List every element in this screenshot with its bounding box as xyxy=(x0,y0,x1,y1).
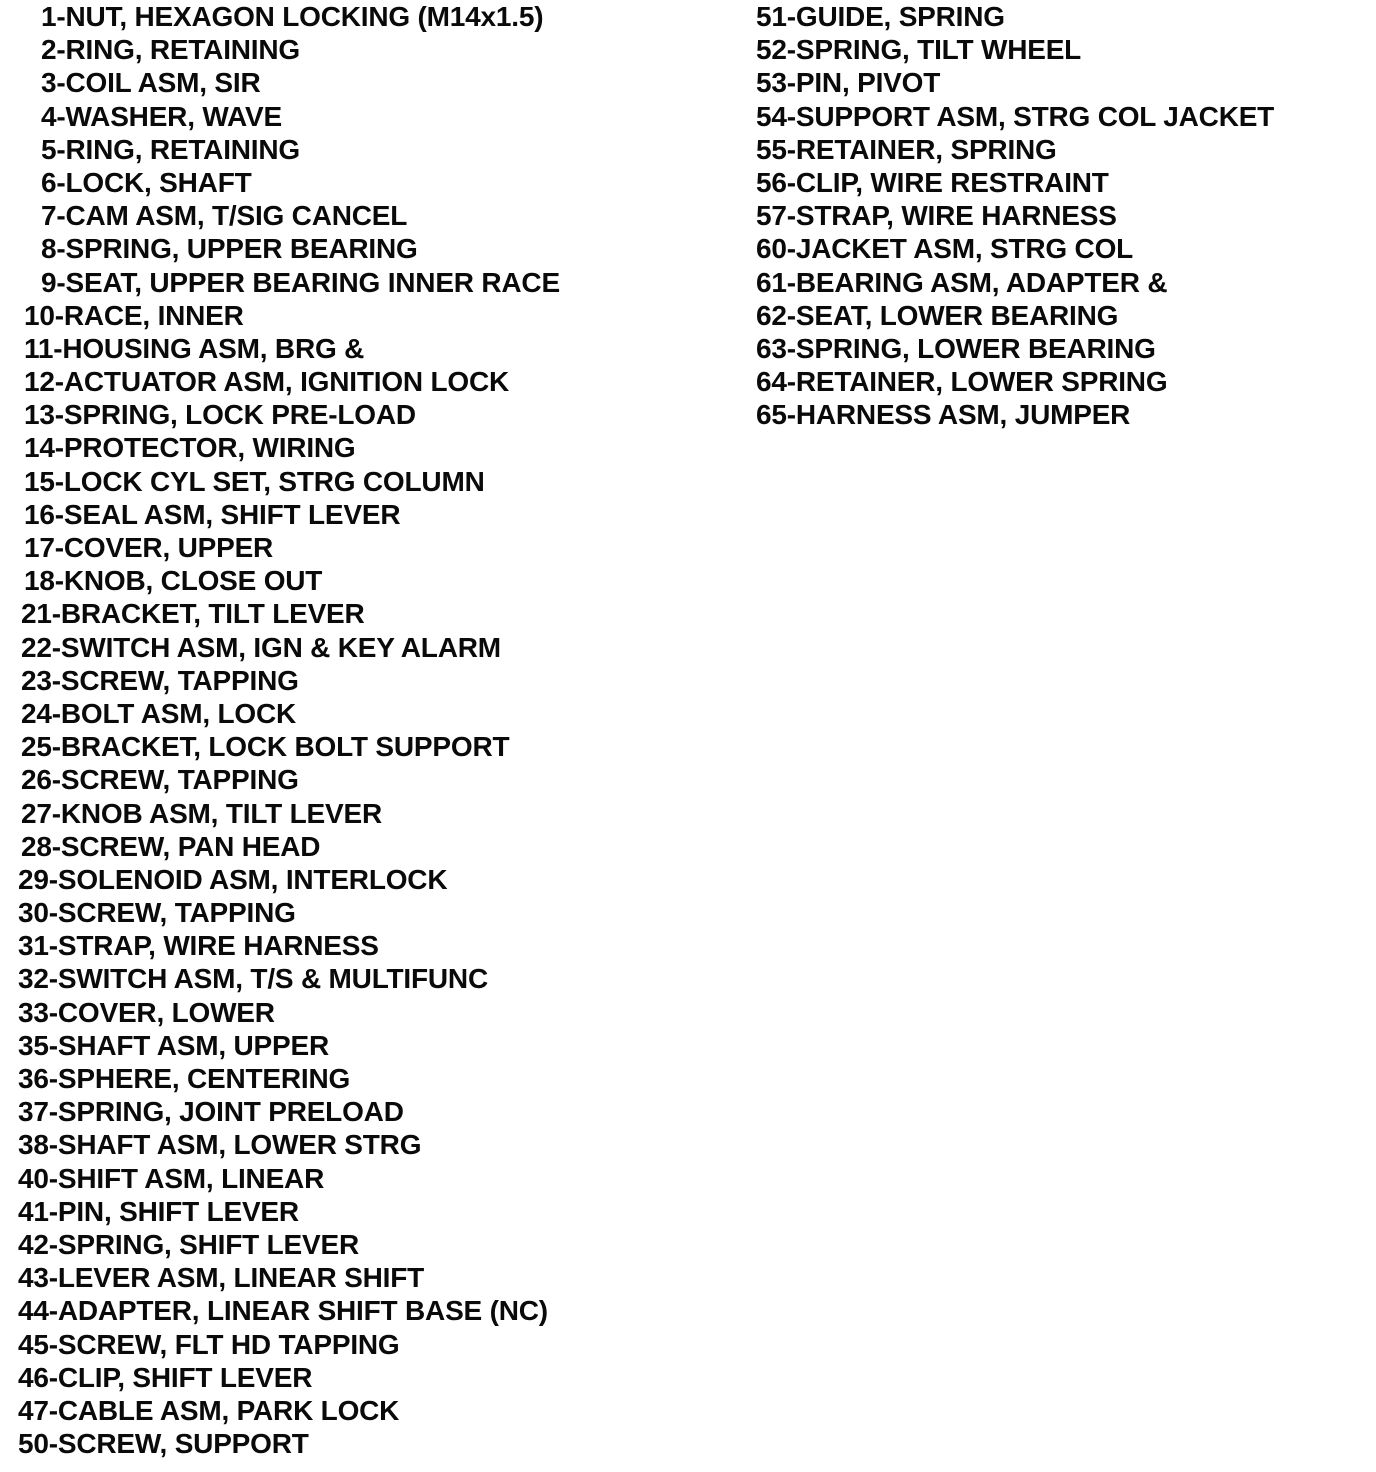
part-item: 22-SWITCH ASM, IGN & KEY ALARM xyxy=(21,631,501,663)
part-item: 61-BEARING ASM, ADAPTER & xyxy=(756,266,1168,298)
part-item: 7-CAM ASM, T/SIG CANCEL xyxy=(41,200,408,232)
part-item: 26-SCREW, TAPPING xyxy=(21,764,299,796)
part-item: 31-STRAP, WIRE HARNESS xyxy=(18,930,379,962)
part-item: 4-WASHER, WAVE xyxy=(41,100,282,132)
part-item: 54-SUPPORT ASM, STRG COL JACKET xyxy=(756,100,1275,132)
part-item: 11-HOUSING ASM, BRG & xyxy=(24,332,365,364)
part-item: 3-COIL ASM, SIR xyxy=(41,67,261,99)
part-item: 40-SHIFT ASM, LINEAR xyxy=(18,1162,325,1194)
part-item: 50-SCREW, SUPPORT xyxy=(18,1428,309,1460)
part-item: 25-BRACKET, LOCK BOLT SUPPORT xyxy=(21,731,510,763)
part-item: 13-SPRING, LOCK PRE-LOAD xyxy=(24,399,416,431)
part-item: 28-SCREW, PAN HEAD xyxy=(21,830,321,862)
part-item: 14-PROTECTOR, WIRING xyxy=(24,432,356,464)
part-item: 51-GUIDE, SPRING xyxy=(756,1,1005,32)
part-item: 24-BOLT ASM, LOCK xyxy=(21,697,297,729)
part-item: 47-CABLE ASM, PARK LOCK xyxy=(18,1394,400,1426)
part-item: 53-PIN, PIVOT xyxy=(756,67,941,99)
part-item: 37-SPRING, JOINT PRELOAD xyxy=(18,1096,404,1128)
part-item: 17-COVER, UPPER xyxy=(24,532,274,563)
part-item: 33-COVER, LOWER xyxy=(18,996,275,1028)
part-item: 5-RING, RETAINING xyxy=(41,133,300,165)
part-item: 18-KNOB, CLOSE OUT xyxy=(24,565,323,597)
part-item: 23-SCREW, TAPPING xyxy=(21,664,299,696)
part-item: 43-LEVER ASM, LINEAR SHIFT xyxy=(18,1262,425,1294)
part-item: 62-SEAT, LOWER BEARING xyxy=(756,299,1119,331)
part-item: 21-BRACKET, TILT LEVER xyxy=(21,598,365,630)
part-item: 10-RACE, INNER xyxy=(24,299,244,331)
part-item: 44-ADAPTER, LINEAR SHIFT BASE (NC) xyxy=(18,1295,548,1327)
part-item: 15-LOCK CYL SET, STRG COLUMN xyxy=(24,465,485,497)
part-item: 65-HARNESS ASM, JUMPER xyxy=(756,399,1131,431)
part-item: 64-RETAINER, LOWER SPRING xyxy=(756,366,1168,398)
part-item: 1-NUT, HEXAGON LOCKING (M14x1.5) xyxy=(41,1,544,32)
part-item: 52-SPRING, TILT WHEEL xyxy=(756,34,1082,66)
part-item: 12-ACTUATOR ASM, IGNITION LOCK xyxy=(24,366,510,398)
part-item: 60-JACKET ASM, STRG COL xyxy=(756,233,1134,265)
part-item: 57-STRAP, WIRE HARNESS xyxy=(756,200,1117,232)
part-item: 8-SPRING, UPPER BEARING xyxy=(41,233,418,265)
part-item: 29-SOLENOID ASM, INTERLOCK xyxy=(18,863,448,895)
part-item: 27-KNOB ASM, TILT LEVER xyxy=(21,797,382,829)
part-item: 55-RETAINER, SPRING xyxy=(756,133,1057,165)
part-item: 32-SWITCH ASM, T/S & MULTIFUNC xyxy=(18,963,488,995)
part-item: 2-RING, RETAINING xyxy=(41,34,300,66)
part-item: 42-SPRING, SHIFT LEVER xyxy=(18,1228,359,1260)
part-item: 6-LOCK, SHAFT xyxy=(41,166,252,198)
parts-list-right-column xyxy=(756,0,1366,431)
part-item: 35-SHAFT ASM, UPPER xyxy=(18,1029,329,1061)
part-item: 16-SEAL ASM, SHIFT LEVER xyxy=(24,498,401,530)
part-item: 41-PIN, SHIFT LEVER xyxy=(18,1195,299,1227)
part-item: 45-SCREW, FLT HD TAPPING xyxy=(18,1328,400,1360)
part-item: 9-SEAT, UPPER BEARING INNER RACE xyxy=(41,266,560,298)
part-item: 38-SHAFT ASM, LOWER STRG xyxy=(18,1129,422,1161)
part-item: 63-SPRING, LOWER BEARING xyxy=(756,332,1156,364)
part-item: 36-SPHERE, CENTERING xyxy=(18,1063,351,1094)
part-item: 30-SCREW, TAPPING xyxy=(18,897,296,929)
parts-list-left-column xyxy=(16,0,716,1460)
part-item: 46-CLIP, SHIFT LEVER xyxy=(18,1361,313,1393)
part-item: 56-CLIP, WIRE RESTRAINT xyxy=(756,166,1109,198)
